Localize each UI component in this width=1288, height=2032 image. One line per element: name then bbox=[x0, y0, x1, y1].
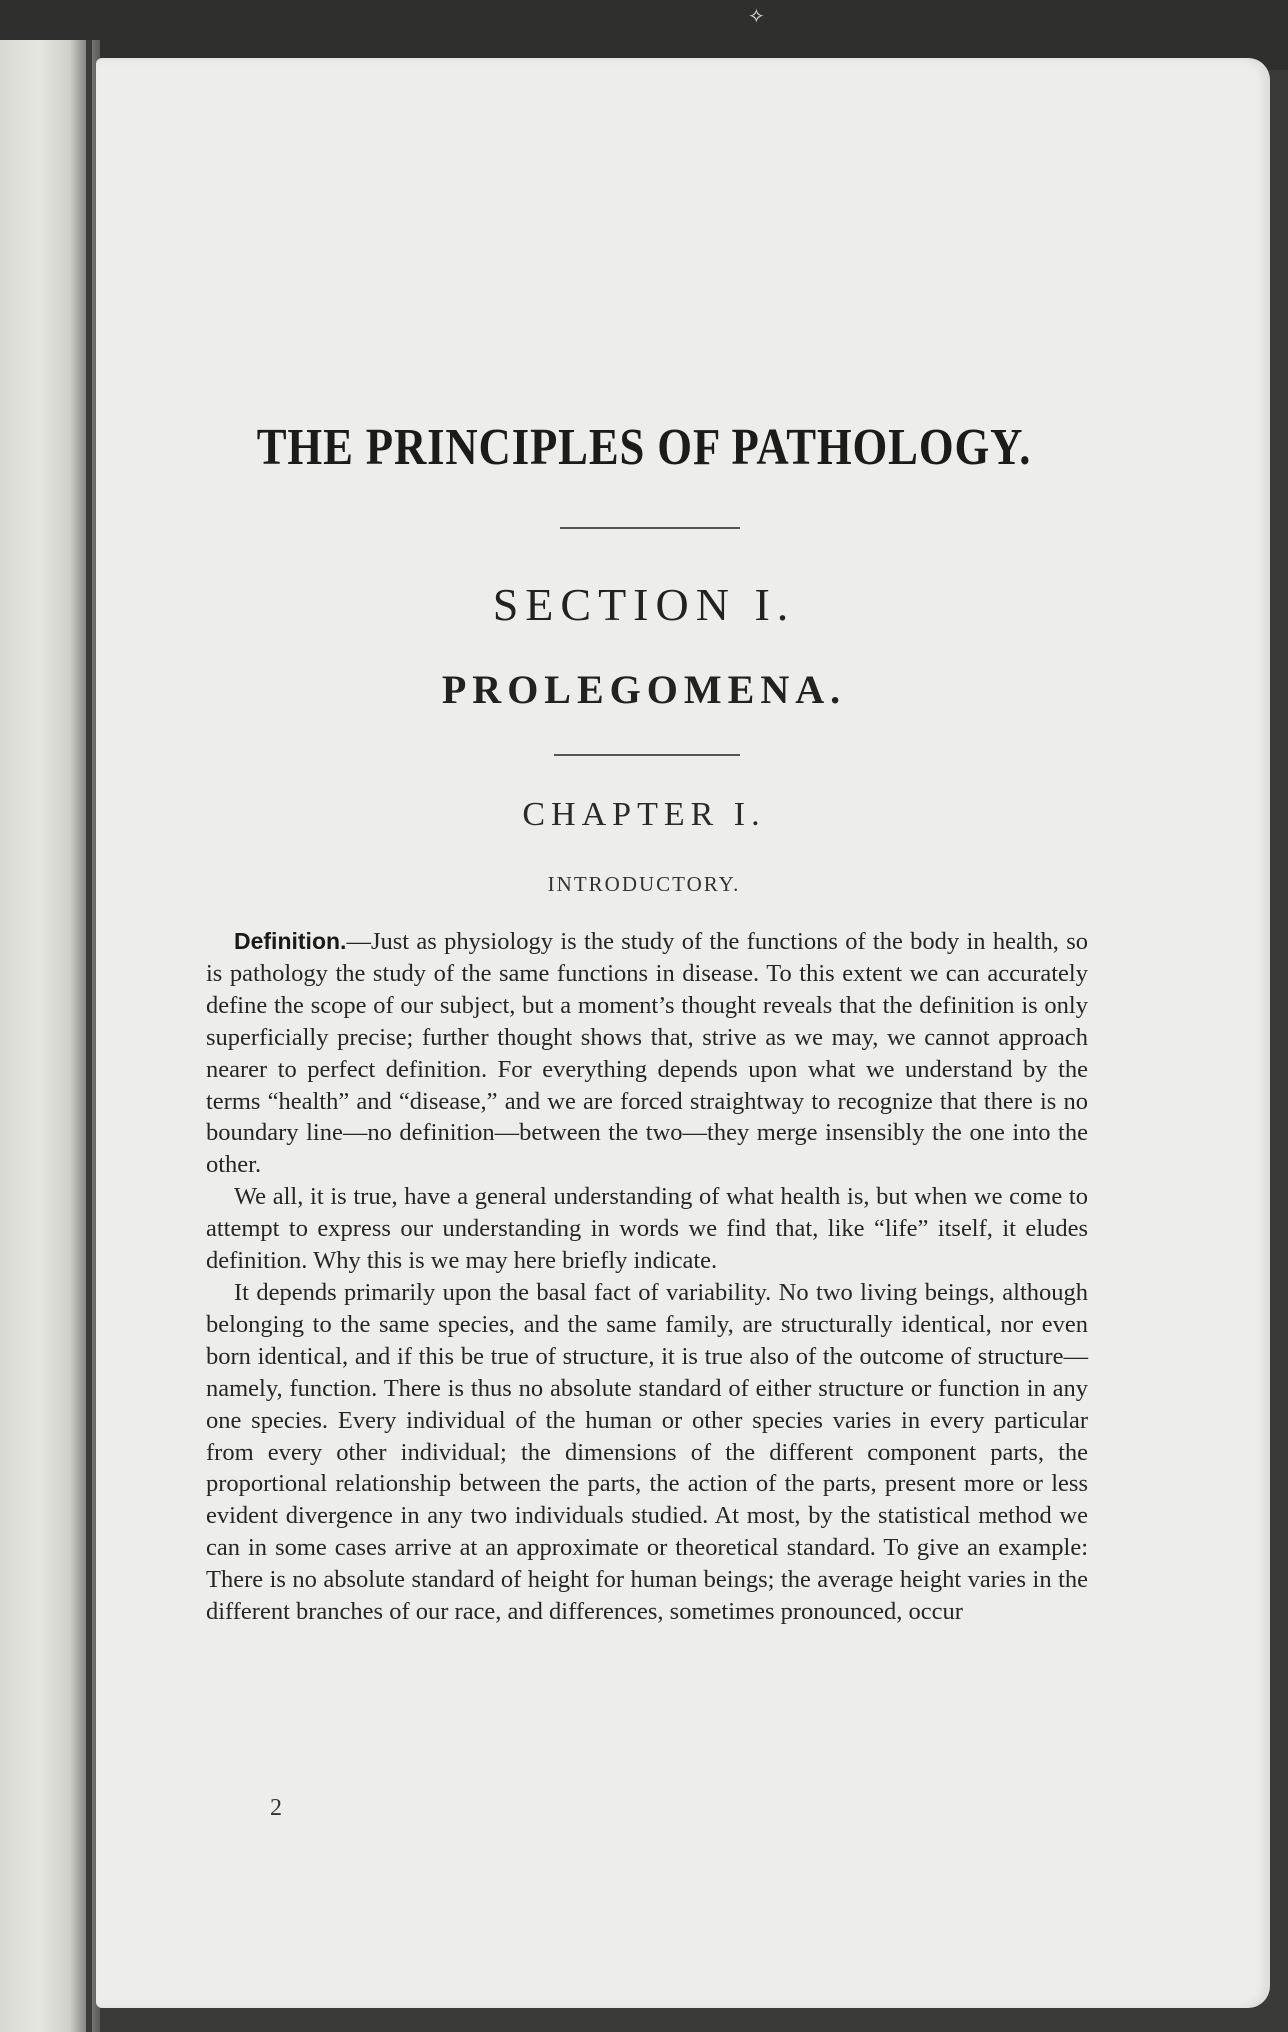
paragraph-text: It depends primarily upon the basal fact of variability. No two living beings, although belonging to the same species, and the same family, are structurally identical, nor even born identical, and if this be true of structure, it is true also of the outcome of structure—namely, function. There is thus no absolute standard of either structure or function in any one species. Every individual of the human or other species varies in every particular from every other individual; the dimensions of the different component parts, the proportional relationship between the parts, the action of the parts, present more or less evident divergence in any two individuals studied. At most, by the statistical method we can in some cases arrive at an approximate or theoretical standard. To give an example: There is no absolute standard of height for human beings; the average height varies in the different branches of our race, and differences, sometimes pronounced, occur bbox=[206, 1278, 1088, 1626]
title-rule bbox=[560, 527, 740, 529]
book-title: THE PRINCIPLES OF PATHOLOGY. bbox=[256, 419, 1032, 476]
paragraph bbox=[206, 1181, 1088, 1277]
facing-page-edge bbox=[0, 40, 100, 2032]
chapter-title: INTRODUCTORY. bbox=[547, 872, 741, 896]
chapter-heading: CHAPTER I. bbox=[522, 796, 766, 833]
section-rule bbox=[554, 754, 740, 756]
section-heading: SECTION I. bbox=[492, 579, 796, 630]
paragraph bbox=[206, 1277, 1088, 1628]
paragraph-text: —Just as physiology is the study of the functions of the body in health, so is pathology the study of the same functions in disease. To this extent we can accurately define the scope of our subject, but a moment’s thought reveals that the definition is only superficially precise; further thought shows that, strive as we may, we cannot approach nearer to perfect definition. For everything depends upon what we understand by the terms “health” and “disease,” and we are forced straightway to recognize that there is no boundary line—no definition—between the two—they merge insensibly the one into the other. bbox=[206, 928, 1088, 1179]
paragraph-term: Definition. bbox=[234, 928, 347, 954]
book-spine bbox=[86, 40, 92, 2032]
signature-mark: 2 bbox=[270, 1795, 282, 1821]
body-text bbox=[206, 926, 1088, 1628]
paragraph-text: We all, it is true, have a general understanding of what health is, but when we come to attempt to express our understanding in words we find that, like “life” itself, it eludes definition. Why this is we may here briefly indicate. bbox=[206, 1183, 1088, 1275]
section-title: PROLEGOMENA. bbox=[441, 667, 847, 712]
paragraph bbox=[206, 926, 1088, 1181]
scan-speck: ✧ bbox=[748, 6, 765, 28]
